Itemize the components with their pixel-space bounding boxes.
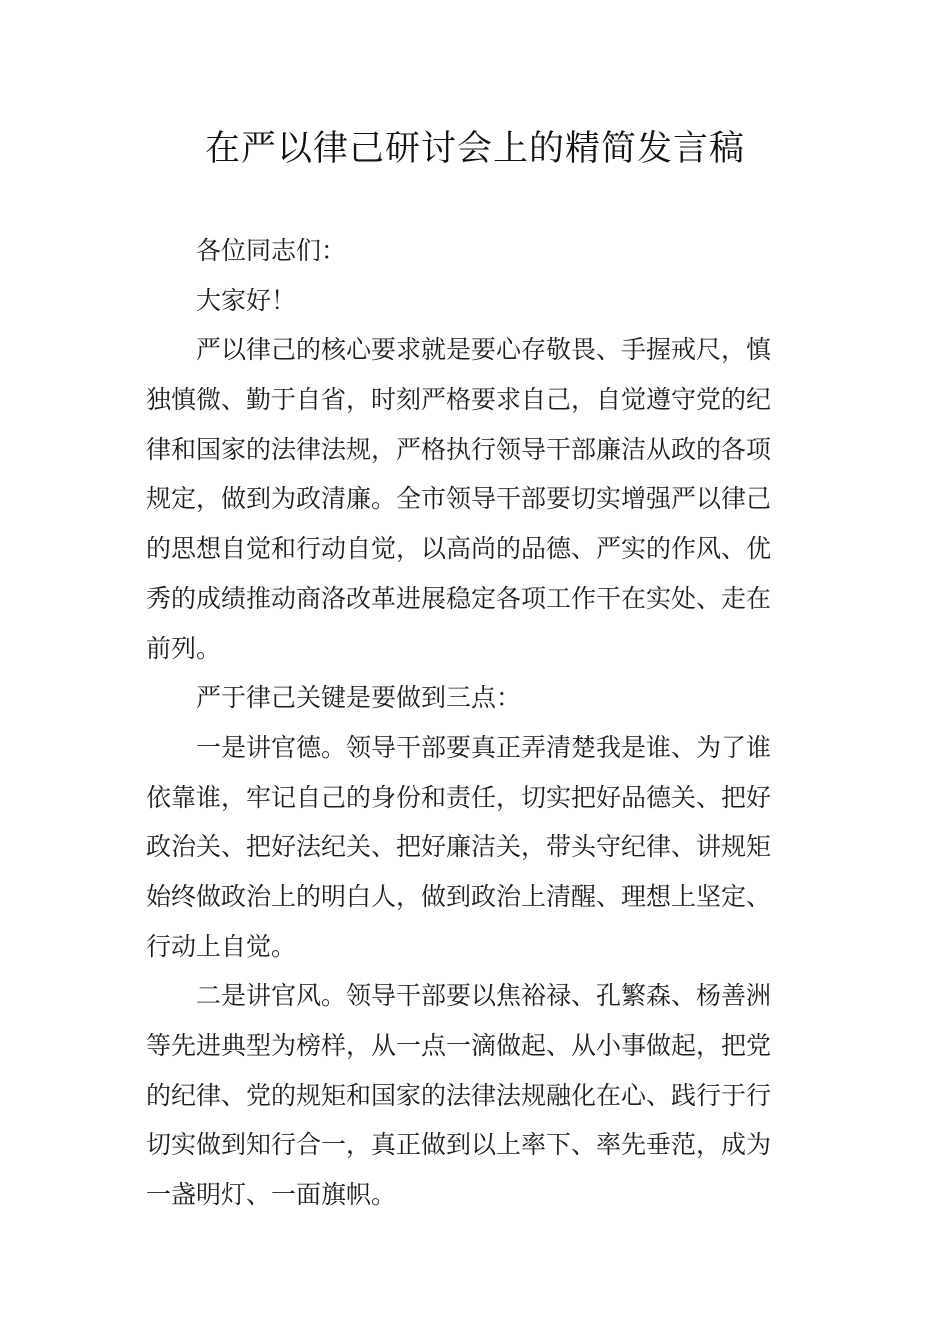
paragraph-point-one: [146, 723, 806, 971]
paragraph-three-points-intro: [146, 673, 806, 723]
document-body: [146, 226, 806, 1220]
text-line: 切实做到知行合一，真正做到以上率下、率先垂范，成为: [146, 1130, 772, 1160]
text-line: 独慎微、勤于自省，时刻严格要求自己，自觉遵守党的纪: [146, 385, 772, 415]
text-line: 始终做政治上的明白人，做到政治上清醒、理想上坚定、: [146, 881, 772, 911]
text-line: 政治关、把好法纪关、把好廉洁关，带头守纪律、讲规矩: [146, 832, 772, 862]
text-line: 等先进典型为榜样，从一点一滴做起、从小事做起，把党: [146, 1031, 772, 1060]
text-line: 前列。: [146, 633, 222, 663]
text-line: 依靠谁，牢记自己的身份和责任，切实把好品德关、把好: [146, 782, 772, 812]
text-line: 律和国家的法律法规，严格执行领导干部廉洁从政的各项: [146, 434, 772, 464]
text-line: 各位同志们：: [196, 236, 347, 265]
text-line: 大家好！: [196, 285, 297, 315]
paragraph-greeting: [146, 276, 806, 326]
text-line: 的思想自觉和行动自觉，以高尚的品德、严实的作风、优: [146, 534, 772, 564]
text-line: 秀的成绩推动商洛改革进展稳定各项工作干在实处、走在: [146, 583, 772, 613]
text-line: 一是讲官德。领导干部要真正弄清楚我是谁、为了谁: [196, 732, 772, 762]
text-line: 的纪律、党的规矩和国家的法律法规融化在心、践行于行: [146, 1080, 772, 1110]
text-line: 规定，做到为政清廉。全市领导干部要切实增强严以律己: [146, 484, 772, 514]
text-line: 严于律己关键是要做到三点：: [196, 683, 522, 713]
paragraph-core-requirements: [146, 325, 806, 673]
text-line: 一盏明灯、一面旗帜。: [146, 1180, 397, 1210]
text-line: 二是讲官风。领导干部要以焦裕禄、孔繁森、杨善洲: [196, 981, 772, 1011]
text-line: 严以律己的核心要求就是要心存敬畏、手握戒尺，慎: [196, 335, 772, 365]
paragraph-salutation: [146, 226, 806, 276]
paragraph-point-two: [146, 971, 806, 1219]
document-title: 在严以律己研讨会上的精简发言稿: [204, 129, 745, 169]
text-line: 行动上自觉。: [146, 931, 297, 961]
